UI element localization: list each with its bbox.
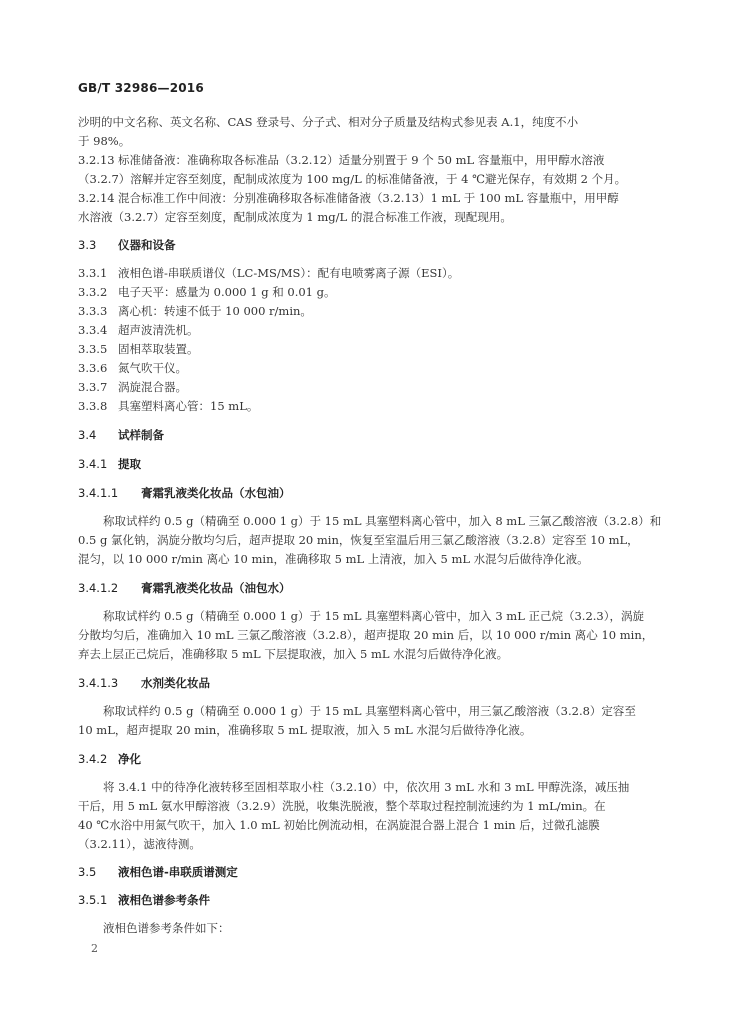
line-text: 称取试样约 0.5 g（精确至 0.000 1 g）于 15 mL 具塞塑料离心管中，加入 8 mL 三氯乙酸溶液（3.2.8）和 xyxy=(103,514,662,528)
text-line xyxy=(78,265,459,281)
clause-number: 3.3.6 xyxy=(78,361,108,375)
text-line xyxy=(78,551,589,567)
section-heading xyxy=(78,892,210,908)
clause-number: 3.2.13 xyxy=(78,153,115,167)
text-line xyxy=(78,379,187,395)
line-text: 氮气吹干仪。 xyxy=(118,361,187,375)
section-heading xyxy=(78,456,141,472)
text-line xyxy=(78,322,199,338)
clause-number: 3.5 xyxy=(78,865,97,879)
text-line xyxy=(78,722,531,738)
page-header: GB/T 32986—2016 xyxy=(78,81,204,95)
line-text: 称取试样约 0.5 g（精确至 0.000 1 g）于 15 mL 具塞塑料离心管中，加入 3 mL 正己烷（3.2.3），涡旋 xyxy=(103,609,645,623)
text-line xyxy=(78,133,130,149)
line-text: 膏霜乳液类化妆品（水包油） xyxy=(141,486,291,500)
text-line xyxy=(78,341,199,357)
clause-number: 3.3.2 xyxy=(78,285,108,299)
page-number: 2 xyxy=(91,942,98,955)
text-line xyxy=(78,798,606,814)
line-text: 混匀，以 10 000 r/min 离心 10 min，准确移取 5 mL 上清液，加入 5 mL 水混匀后做待净化液。 xyxy=(78,552,589,566)
line-text: 水剂类化妆品 xyxy=(141,676,210,690)
clause-number: 3.3.1 xyxy=(78,266,108,280)
clause-number: 3.5.1 xyxy=(78,893,108,907)
line-text: 液相色谱参考条件如下： xyxy=(103,921,230,935)
line-text: 弃去上层正己烷后，准确移取 5 mL 下层提取液，加入 5 mL 水混匀后做待净化液。 xyxy=(78,647,509,661)
clause-number: 3.3.8 xyxy=(78,399,108,413)
section-heading xyxy=(78,864,238,880)
text-line xyxy=(78,190,619,206)
section-heading xyxy=(78,751,141,767)
text-line xyxy=(78,836,201,852)
line-text: 具塞塑料离心管：15 mL。 xyxy=(118,399,259,413)
clause-number: 3.4.1 xyxy=(78,457,108,471)
line-text: 水溶液（3.2.7）定容至刻度，配制成浓度为 1 mg/L 的混合标准工作液，现配现用。 xyxy=(78,210,512,224)
clause-number: 3.3.4 xyxy=(78,323,108,337)
line-text: 液相色谱参考条件 xyxy=(118,893,210,907)
text-line xyxy=(78,532,639,548)
line-text: 分散均匀后，准确加入 10 mL 三氯乙酸溶液（3.2.8），超声提取 20 min 后，以 10 000 r/min 离心 10 min， xyxy=(78,628,654,642)
line-text: 仪器和设备 xyxy=(118,238,176,252)
line-text: 干后，用 5 mL 氨水甲醇溶液（3.2.9）洗脱，收集洗脱液，整个萃取过程控制流速约为 1 mL/min。在 xyxy=(78,799,606,813)
section-heading xyxy=(78,580,291,596)
clause-number: 3.4.1.3 xyxy=(78,676,119,690)
clause-number: 3.4.2 xyxy=(78,752,108,766)
section-heading xyxy=(78,427,164,443)
line-text: 涡旋混合器。 xyxy=(118,380,187,394)
text-line xyxy=(103,920,230,936)
line-text: 超声波清洗机。 xyxy=(118,323,199,337)
line-text: 试样制备 xyxy=(118,428,164,442)
clause-number: 3.3 xyxy=(78,238,97,252)
line-text: 0.5 g 氯化钠，涡旋分散均匀后，超声提取 20 min，恢复至室温后用三氯乙酸溶液（3.2.8）定容至 10 mL， xyxy=(78,533,639,547)
line-text: 于 98%。 xyxy=(78,134,131,148)
clause-number: 3.2.14 xyxy=(78,191,115,205)
clause-number: 3.3.7 xyxy=(78,380,108,394)
line-text: 净化 xyxy=(118,752,141,766)
line-text: 混合标准工作中间液：分别准确移取各标准储备液（3.2.13）1 mL 于 100 mL 容量瓶中，用甲醇 xyxy=(118,191,619,205)
clause-number: 3.4.1.1 xyxy=(78,486,119,500)
clause-number: 3.3.3 xyxy=(78,304,108,318)
text-line xyxy=(78,627,653,643)
clause-number: 3.4.1.2 xyxy=(78,581,119,595)
text-line xyxy=(78,817,600,833)
text-line xyxy=(78,152,604,168)
text-line xyxy=(78,646,508,662)
text-line xyxy=(78,209,512,225)
text-line xyxy=(78,398,258,414)
line-text: 将 3.4.1 中的待净化液转移至固相萃取小柱（3.2.10）中，依次用 3 mL 水和 3 mL 甲醇洗涤，减压抽 xyxy=(103,780,630,794)
line-text: 离心机：转速不低于 10 000 r/min。 xyxy=(118,304,312,318)
text-line xyxy=(78,171,626,187)
text-line xyxy=(78,360,187,376)
section-heading xyxy=(78,485,291,501)
line-text: 固相萃取装置。 xyxy=(118,342,199,356)
text-line xyxy=(78,303,312,319)
section-heading xyxy=(78,675,210,691)
text-line xyxy=(103,608,644,624)
line-text: 提取 xyxy=(118,457,141,471)
section-heading xyxy=(78,237,176,253)
line-text: （3.2.7）溶解并定容至刻度，配制成浓度为 100 mg/L 的标准储备液，于 4 ℃避光保存，有效期 2 个月。 xyxy=(78,172,627,186)
line-text: 液相色谱-串联质谱仪（LC-MS/MS）：配有电喷雾离子源（ESI）。 xyxy=(118,266,460,280)
line-text: 膏霜乳液类化妆品（油包水） xyxy=(141,581,291,595)
line-text: 电子天平：感量为 0.000 1 g 和 0.01 g。 xyxy=(118,285,336,299)
line-text: 10 mL，超声提取 20 min，准确移取 5 mL 提取液，加入 5 mL 水混匀后做待净化液。 xyxy=(78,723,532,737)
text-line xyxy=(103,703,636,719)
line-text: 标准储备液：准确称取各标准品（3.2.12）适量分别置于 9 个 50 mL 容量瓶中，用甲醇水溶液 xyxy=(118,153,605,167)
line-text: 称取试样约 0.5 g（精确至 0.000 1 g）于 15 mL 具塞塑料离心管中，用三氯乙酸溶液（3.2.8）定容至 xyxy=(103,704,636,718)
text-line xyxy=(103,779,629,795)
text-line xyxy=(103,513,661,529)
text-line xyxy=(78,114,578,130)
line-text: 液相色谱-串联质谱测定 xyxy=(118,865,238,879)
text-line xyxy=(78,284,336,300)
line-text: （3.2.11），滤液待测。 xyxy=(78,837,201,851)
line-text: 沙明的中文名称、英文名称、CAS 登录号、分子式、相对分子质量及结构式参见表 A.1，纯度不小 xyxy=(78,115,579,129)
clause-number: 3.4 xyxy=(78,428,97,442)
line-text: 40 ℃水浴中用氮气吹干，加入 1.0 mL 初始比例流动相，在涡旋混合器上混合 1 min 后，过微孔滤膜 xyxy=(78,818,600,832)
clause-number: 3.3.5 xyxy=(78,342,108,356)
